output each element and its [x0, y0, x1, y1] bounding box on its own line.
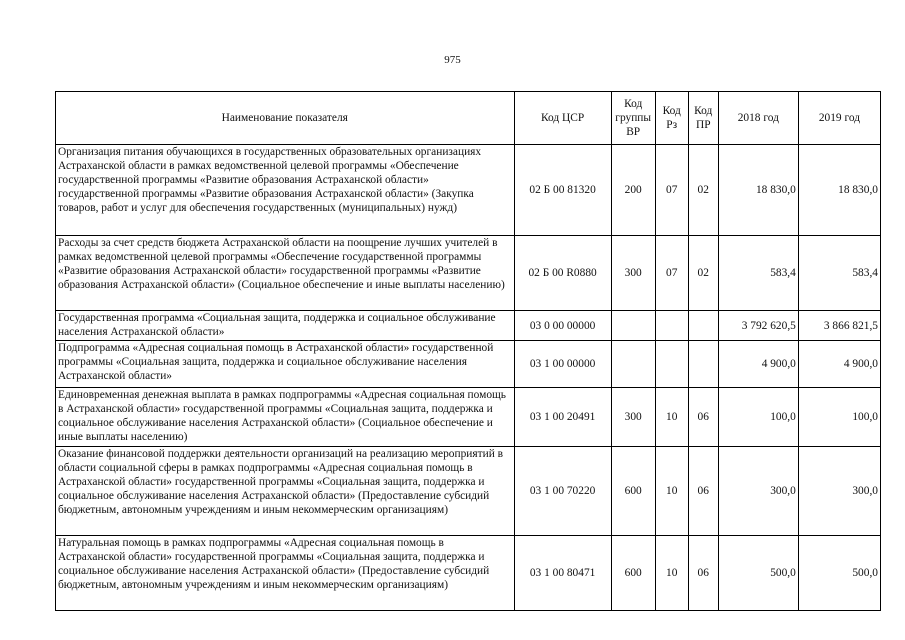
- row-name: Натуральная помощь в рамках подпрограммы «Адресная социальная помощь в Астраханской области» государственной программы «Социальная защита, поддержка и социальное обслуживание населения Астраханской области» (Предоставление субсидий бюджетным, автономным учреждениям и иным некоммерческим организациям): [56, 536, 515, 611]
- table-row: [56, 388, 881, 447]
- row-pr: 06: [688, 388, 718, 447]
- row-2018: 583,4: [718, 236, 798, 311]
- row-2019: 100,0: [798, 388, 880, 447]
- table-row: [56, 341, 881, 388]
- row-2018: 300,0: [718, 447, 798, 536]
- row-name: Единовременная денежная выплата в рамках подпрограммы «Адресная социальная помощь в Астраханской области» государственной программы «Социальная защита, поддержка и социальное обслуживание населения Астраханской области» (Социальное обеспечение и иные выплаты населению): [56, 388, 515, 447]
- table-header-row: [56, 92, 881, 145]
- row-pr: [688, 341, 718, 388]
- row-name: Организация питания обучающихся в государственных образовательных организациях Астраханской области в рамках ведомственной целевой программы «Обеспечение государственной программы «Развитие образования Астраханской области» государственной программы «Развитие образования Астраханской области» (Закупка товаров, работ и услуг для обеспечения государственных (муниципальных) нужд): [56, 145, 515, 236]
- row-name: Оказание финансовой поддержки деятельности организаций на реализацию мероприятий в области социальной сферы в рамках подпрограммы «Адресная социальная помощь в Астраханской области» государственной программы «Социальная защита, поддержка и социальное обслуживание населения Астраханской области» (Предоставление субсидий бюджетным, автономным учреждениям и иным некоммерческим организациям): [56, 447, 515, 536]
- row-2019: 300,0: [798, 447, 880, 536]
- header-csr: Код ЦСР: [514, 92, 611, 145]
- row-2019: 4 900,0: [798, 341, 880, 388]
- row-csr: 03 1 00 00000: [514, 341, 611, 388]
- header-group: Код группы ВР: [611, 92, 655, 145]
- row-group: 300: [611, 236, 655, 311]
- row-group: 600: [611, 536, 655, 611]
- row-csr: 03 1 00 70220: [514, 447, 611, 536]
- header-2018: 2018 год: [718, 92, 798, 145]
- table-row: [56, 145, 881, 236]
- row-2019: 3 866 821,5: [798, 311, 880, 341]
- row-2018: 4 900,0: [718, 341, 798, 388]
- row-csr: 02 Б 00 R0880: [514, 236, 611, 311]
- table-row: [56, 236, 881, 311]
- row-rz: 10: [655, 536, 688, 611]
- table-row: [56, 536, 881, 611]
- row-rz: 10: [655, 447, 688, 536]
- row-2018: 500,0: [718, 536, 798, 611]
- row-rz: [655, 341, 688, 388]
- row-2019: 500,0: [798, 536, 880, 611]
- row-pr: 06: [688, 447, 718, 536]
- row-rz: 07: [655, 236, 688, 311]
- row-csr: 03 0 00 00000: [514, 311, 611, 341]
- row-2018: 100,0: [718, 388, 798, 447]
- row-rz: 10: [655, 388, 688, 447]
- header-2019: 2019 год: [798, 92, 880, 145]
- row-2019: 583,4: [798, 236, 880, 311]
- row-rz: [655, 311, 688, 341]
- row-csr: 03 1 00 80471: [514, 536, 611, 611]
- row-2019: 18 830,0: [798, 145, 880, 236]
- row-name: Государственная программа «Социальная защита, поддержка и социальное обслуживание населения Астраханской области»: [56, 311, 515, 341]
- table-row: [56, 447, 881, 536]
- row-pr: [688, 311, 718, 341]
- row-2018: 3 792 620,5: [718, 311, 798, 341]
- header-pr: Код ПР: [688, 92, 718, 145]
- row-pr: 06: [688, 536, 718, 611]
- header-rz: Код Рз: [655, 92, 688, 145]
- row-rz: 07: [655, 145, 688, 236]
- header-name: Наименование показателя: [56, 92, 515, 145]
- row-group: [611, 311, 655, 341]
- row-group: 200: [611, 145, 655, 236]
- row-group: [611, 341, 655, 388]
- table-row: [56, 311, 881, 341]
- row-csr: 03 1 00 20491: [514, 388, 611, 447]
- row-group: 300: [611, 388, 655, 447]
- row-name: Расходы за счет средств бюджета Астраханской области на поощрение лучших учителей в рамках ведомственной целевой программы «Обеспечение государственной программы «Развитие образования Астраханской области» государственной программы «Развитие образования Астраханской области» (Социальное обеспечение и иные выплаты населению): [56, 236, 515, 311]
- budget-table: [55, 91, 881, 611]
- row-2018: 18 830,0: [718, 145, 798, 236]
- row-group: 600: [611, 447, 655, 536]
- row-pr: 02: [688, 236, 718, 311]
- row-name: Подпрограмма «Адресная социальная помощь в Астраханской области» государственной программы «Социальная защита, поддержка и социальное обслуживание населения Астраханской области»: [56, 341, 515, 388]
- row-csr: 02 Б 00 81320: [514, 145, 611, 236]
- page-number: 975: [444, 54, 461, 66]
- row-pr: 02: [688, 145, 718, 236]
